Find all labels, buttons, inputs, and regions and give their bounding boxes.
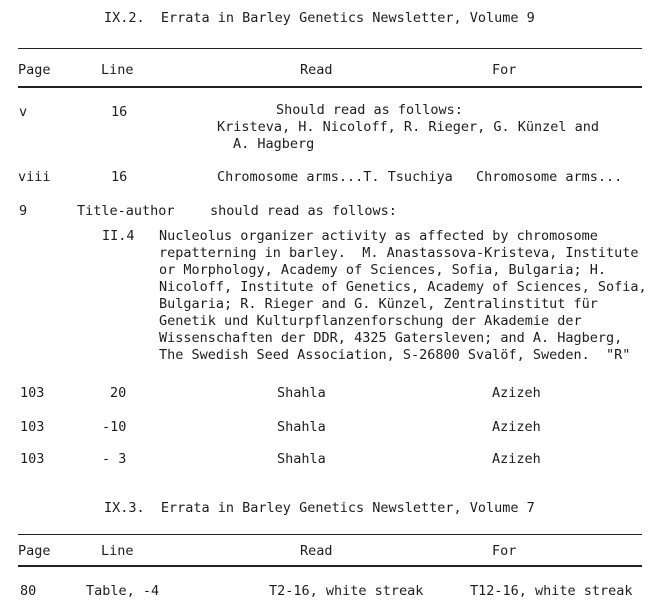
row-note: should read as follows: <box>210 203 397 219</box>
row-for: T12-16, white streak <box>470 583 633 599</box>
entry-line: repatterning in barley. M. Anastassova-Kristeva, Institute <box>159 245 639 261</box>
header-rule <box>18 565 642 567</box>
row-read: Chromosome arms...T. Tsuchiya <box>217 169 453 185</box>
row-page: 103 <box>20 419 45 435</box>
row-line: -10 <box>102 419 127 435</box>
row-read: Shahla <box>277 419 326 435</box>
row-for: Azizeh <box>492 419 541 435</box>
header-page: Page <box>18 62 51 78</box>
top-rule <box>18 48 642 49</box>
row-page: 103 <box>20 385 45 401</box>
header-page: Page <box>18 543 51 559</box>
row-for: Azizeh <box>492 385 541 401</box>
row-read: Shahla <box>277 385 326 401</box>
row-line: Title-author <box>77 203 175 219</box>
header-read: Read <box>300 543 333 559</box>
entry-line: The Swedish Seed Association, S-26800 Svalöf, Sweden. "R" <box>159 347 631 363</box>
row-page: 103 <box>20 451 45 467</box>
row-line: Table, -4 <box>86 583 160 599</box>
section-title: IX.2. Errata in Barley Genetics Newsletter, Volume 9 <box>104 10 535 26</box>
row-line: 16 <box>111 169 128 185</box>
entry-line: Wissenschaften der DDR, 4325 Gatersleven; and A. Hagberg, <box>159 330 623 346</box>
row-read: Should read as follows: <box>276 102 463 118</box>
row-read: Shahla <box>277 451 326 467</box>
entry-line: or Morphology, Academy of Sciences, Sofia, Bulgaria; H. <box>159 262 607 278</box>
header-rule <box>18 86 642 88</box>
row-page: 80 <box>20 583 37 599</box>
entry-line: Nucleolus organizer activity as affected by chromosome <box>159 228 598 244</box>
row-page: v <box>19 104 28 120</box>
header-read: Read <box>300 62 333 78</box>
row-read: T2-16, white streak <box>269 583 424 599</box>
header-line: Line <box>101 543 134 559</box>
top-rule <box>18 534 642 535</box>
row-for: Chromosome arms... <box>476 169 623 185</box>
entry-line: Genetik und Kulturpflanzenforschung der Akademie der <box>159 313 582 329</box>
row-page: viii <box>18 169 51 185</box>
section-title: IX.3. Errata in Barley Genetics Newsletter, Volume 7 <box>104 500 535 516</box>
row-for: Azizeh <box>492 451 541 467</box>
entry-number: II.4 <box>102 228 135 244</box>
entry-line: Nicoloff, Institute of Genetics, Academy of Sciences, Sofia, <box>159 279 647 295</box>
entry-line: Bulgaria; R. Rieger and G. Künzel, Zentralinstitut für <box>159 296 598 312</box>
row-line: 20 <box>110 385 127 401</box>
row-line: - 3 <box>102 451 127 467</box>
row-page: 9 <box>19 203 28 219</box>
header-for: For <box>492 543 517 559</box>
row-read: A. Hagberg <box>233 136 315 152</box>
row-line: 16 <box>111 104 128 120</box>
row-read: Kristeva, H. Nicoloff, R. Rieger, G. Künzel and <box>217 119 600 135</box>
header-line: Line <box>101 62 134 78</box>
header-for: For <box>492 62 517 78</box>
